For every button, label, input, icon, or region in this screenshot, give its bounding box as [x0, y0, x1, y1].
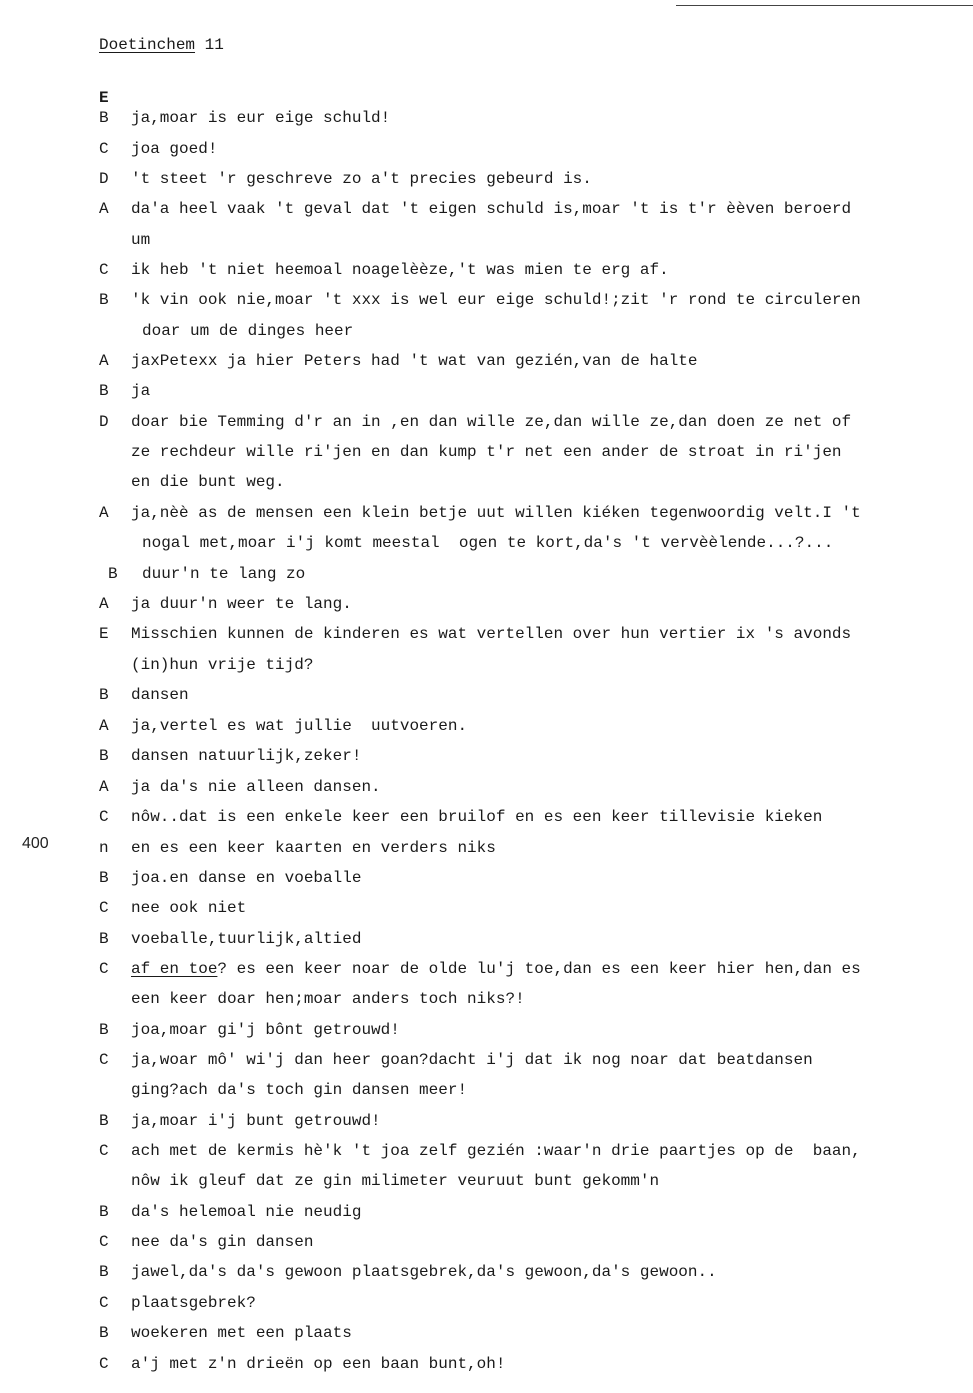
page-header [99, 36, 224, 54]
utterance-text: a'j met z'n drieën op een baan bunt,oh! [131, 1355, 506, 1373]
speaker-label: B [99, 291, 109, 309]
speaker-label: B [99, 686, 109, 704]
margin-line-number: 400 [22, 835, 49, 852]
speaker-label: E [99, 89, 109, 107]
speaker-label: B [99, 930, 109, 948]
utterance-text: ja,woar mô' wi'j dan heer goan?dacht i'j dat ik nog noar dat beatdansen [131, 1051, 813, 1069]
speaker-label: n [99, 839, 109, 857]
speaker-label: B [99, 1112, 109, 1130]
utterance-text: 't steet 'r geschreve zo a't precies gebeurd is. [131, 170, 592, 188]
utterance-text: um [131, 231, 151, 249]
utterance-text: ja,moar i'j bunt getrouwd! [131, 1112, 381, 1130]
utterance-text: doar um de dinges heer [142, 322, 354, 340]
speaker-label: A [99, 595, 109, 613]
utterance-text: ze rechdeur wille ri'jen en dan kump t'r net een ander de stroat in ri'jen [131, 443, 842, 461]
speaker-label: D [99, 413, 109, 431]
utterance-text: jawel,da's da's gewoon plaatsgebrek,da's gewoon,da's gewoon.. [131, 1263, 717, 1281]
speaker-label: A [99, 352, 109, 370]
utterance-text: ach met de kermis hè'k 't joa zelf gezién :waar'n drie paartjes op de baan, [131, 1142, 861, 1160]
header-place: Doetinchem [99, 36, 196, 54]
utterance-text: Misschien kunnen de kinderen es wat vertellen over hun vertier ix 's avonds [131, 625, 852, 643]
utterance-text: da's helemoal nie neudig [131, 1203, 362, 1221]
speaker-label: D [99, 170, 109, 188]
utterance-text: ja,nèè as de mensen een klein betje uut willen kiéken tegenwoordig velt.I 't [131, 504, 861, 522]
utterance-text: af en toe? es een keer noar de olde lu'j toe,dan es een keer hier hen,dan es [131, 960, 861, 978]
speaker-label: C [99, 1355, 109, 1373]
speaker-label: C [99, 1233, 109, 1251]
speaker-label: E [99, 625, 109, 643]
speaker-label: B [99, 1263, 109, 1281]
utterance-text: plaatsgebrek? [131, 1294, 256, 1312]
utterance-text: nôw..dat is een enkele keer een bruilof en es een keer tillevisie kieken [131, 808, 823, 826]
utterance-text: en es een keer kaarten en verders niks [131, 839, 496, 857]
speaker-label: A [99, 200, 109, 218]
speaker-label: C [99, 1294, 109, 1312]
speaker-label: B [99, 1203, 109, 1221]
underlined-phrase: af en toe [131, 960, 218, 978]
utterance-text: een keer doar hen;moar anders toch niks?! [131, 990, 525, 1008]
header-page-number: 11 [204, 36, 224, 54]
speaker-label: C [99, 899, 109, 917]
speaker-label: C [99, 808, 109, 826]
speaker-label: C [99, 1142, 109, 1160]
utterance-text: duur'n te lang zo [142, 565, 306, 583]
speaker-label: B [99, 747, 109, 765]
utterance-text: dansen natuurlijk,zeker! [131, 747, 362, 765]
utterance-text: ja [131, 382, 151, 400]
utterance-text: joa.en danse en voeballe [131, 869, 362, 887]
speaker-label: C [99, 140, 109, 158]
utterance-text: doar bie Temming d'r an in ,en dan wille ze,dan wille ze,dan doen ze net of [131, 413, 852, 431]
utterance-text: ja duur'n weer te lang. [131, 595, 352, 613]
utterance-text: nôw ik gleuf dat ze gin milimeter veuruut bunt gekomm'n [131, 1172, 660, 1190]
utterance-text: nogal met,moar i'j komt meestal ogen te kort,da's 't vervèèlende...?... [142, 534, 834, 552]
utterance-text: ja da's nie alleen dansen. [131, 778, 381, 796]
speaker-label: C [99, 1051, 109, 1069]
speaker-label: C [99, 261, 109, 279]
utterance-text: da'a heel vaak 't geval dat 't eigen schuld is,moar 't is t'r èèven beroerd [131, 200, 852, 218]
utterance-text: ja,vertel es wat jullie uutvoeren. [131, 717, 468, 735]
utterance-text: ja,moar is eur eige schuld! [131, 109, 391, 127]
utterance-text: (in)hun vrije tijd? [131, 656, 314, 674]
utterance-text: woekeren met een plaats [131, 1324, 352, 1342]
utterance-text: joa goed! [131, 140, 218, 158]
top-rule [676, 5, 973, 6]
utterance-text: ging?ach da's toch gin dansen meer! [131, 1081, 468, 1099]
speaker-label: A [99, 717, 109, 735]
speaker-label: C [99, 960, 109, 978]
utterance-text: nee ook niet [131, 899, 247, 917]
speaker-label: B [99, 1324, 109, 1342]
utterance-text: dansen [131, 686, 189, 704]
utterance-text: jaxPetexx ja hier Peters had 't wat van gezién,van de halte [131, 352, 698, 370]
speaker-label: B [99, 382, 109, 400]
speaker-label: B [99, 1021, 109, 1039]
utterance-text: nee da's gin dansen [131, 1233, 314, 1251]
speaker-label: B [108, 565, 118, 583]
utterance-text: ik heb 't niet heemoal noagelèèze,'t was mien te erg af. [131, 261, 669, 279]
utterance-text: en die bunt weg. [131, 473, 285, 491]
speaker-label: A [99, 778, 109, 796]
utterance-text: joa,moar gi'j bônt getrouwd! [131, 1021, 400, 1039]
speaker-label: B [99, 869, 109, 887]
utterance-text: 'k vin ook nie,moar 't xxx is wel eur eige schuld!;zit 'r rond te circuleren [131, 291, 861, 309]
speaker-label: B [99, 109, 109, 127]
utterance-text: voeballe,tuurlijk,altied [131, 930, 362, 948]
speaker-label: A [99, 504, 109, 522]
